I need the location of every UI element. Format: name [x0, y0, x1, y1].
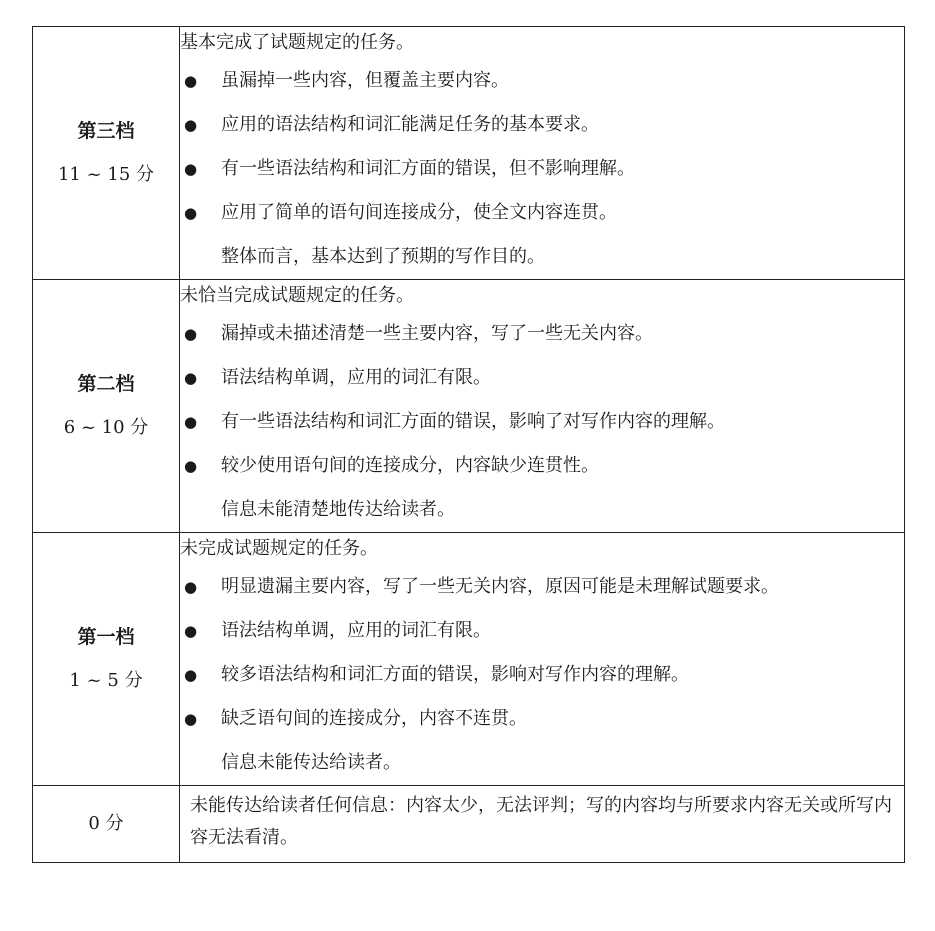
bullet-icon: ●	[184, 369, 198, 387]
criterion-item	[180, 147, 904, 191]
criterion-text: 应用了简单的语句间连接成分，使全文内容连贯。	[221, 202, 617, 223]
level-name: 第一档	[77, 626, 135, 648]
criterion-text: 有一些语法结构和词汇方面的错误，影响了对写作内容的理解。	[221, 411, 725, 432]
criterion-item	[180, 444, 904, 488]
level-description	[180, 280, 905, 533]
bullet-icon: ●	[184, 710, 198, 728]
level-description	[180, 533, 905, 786]
level-summary: 未完成试题规定的任务。	[180, 538, 378, 559]
bullet-icon: ●	[184, 72, 198, 90]
bullet-icon: ●	[184, 413, 198, 431]
criterion-item	[180, 653, 904, 697]
bullet-icon: ●	[184, 457, 198, 475]
level-cell	[33, 786, 180, 863]
criterion-text: 漏掉或未描述清楚一些主要内容，写了一些无关内容。	[221, 323, 653, 344]
level-name: 第二档	[77, 373, 135, 395]
criterion-item	[180, 191, 904, 235]
criterion-text: 语法结构单调，应用的词汇有限。	[221, 620, 491, 641]
criterion-text: 明显遗漏主要内容，写了一些无关内容，原因可能是未理解试题要求。	[221, 576, 779, 597]
level-summary: 基本完成了试题规定的任务。	[180, 32, 414, 53]
criterion-item	[180, 312, 904, 356]
level-score: 0 分	[88, 813, 124, 834]
level-score: 11 ~ 15 分	[57, 164, 155, 185]
level-description	[180, 786, 905, 863]
bullet-icon: ●	[184, 666, 198, 684]
level-score: 6 ~ 10 分	[63, 417, 149, 438]
level-conclusion: 整体而言，基本达到了预期的写作目的。	[221, 246, 545, 267]
level-conclusion: 信息未能传达给读者。	[221, 752, 401, 773]
criterion-text: 应用的语法结构和词汇能满足任务的基本要求。	[221, 114, 599, 135]
bullet-icon: ●	[184, 622, 198, 640]
criterion-text: 较多语法结构和词汇方面的错误，影响对写作内容的理解。	[221, 664, 689, 685]
criterion-text: 较少使用语句间的连接成分，内容缺少连贯性。	[221, 455, 599, 476]
level-name: 第三档	[77, 120, 135, 142]
bullet-icon: ●	[184, 204, 198, 222]
level-summary: 未恰当完成试题规定的任务。	[180, 285, 414, 306]
level-conclusion: 信息未能清楚地传达给读者。	[221, 499, 455, 520]
rubric-row-zero	[33, 786, 905, 863]
scoring-rubric-table	[32, 26, 905, 863]
criterion-text: 有一些语法结构和词汇方面的错误，但不影响理解。	[221, 158, 635, 179]
level-cell	[33, 280, 180, 533]
level-cell	[33, 27, 180, 280]
rubric-row-level-3	[33, 27, 905, 280]
criterion-text: 语法结构单调，应用的词汇有限。	[221, 367, 491, 388]
criterion-item	[180, 103, 904, 147]
criterion-item	[180, 400, 904, 444]
criterion-item	[180, 565, 904, 609]
criterion-item	[180, 697, 904, 741]
bullet-icon: ●	[184, 160, 198, 178]
level-cell	[33, 533, 180, 786]
bullet-icon: ●	[184, 116, 198, 134]
criterion-item	[180, 609, 904, 653]
level-score: 1 ~ 5 分	[69, 670, 143, 691]
bullet-icon: ●	[184, 578, 198, 596]
criterion-text: 虽漏掉一些内容，但覆盖主要内容。	[221, 70, 509, 91]
criterion-item	[180, 356, 904, 400]
zero-description: 未能传达给读者任何信息：内容太少，无法评判；写的内容均与所要求内容无关或所写内容无法看清。	[190, 795, 892, 848]
criterion-item	[180, 59, 904, 103]
bullet-icon: ●	[184, 325, 198, 343]
rubric-row-level-1	[33, 533, 905, 786]
criterion-text: 缺乏语句间的连接成分，内容不连贯。	[221, 708, 527, 729]
rubric-row-level-2	[33, 280, 905, 533]
level-description	[180, 27, 905, 280]
